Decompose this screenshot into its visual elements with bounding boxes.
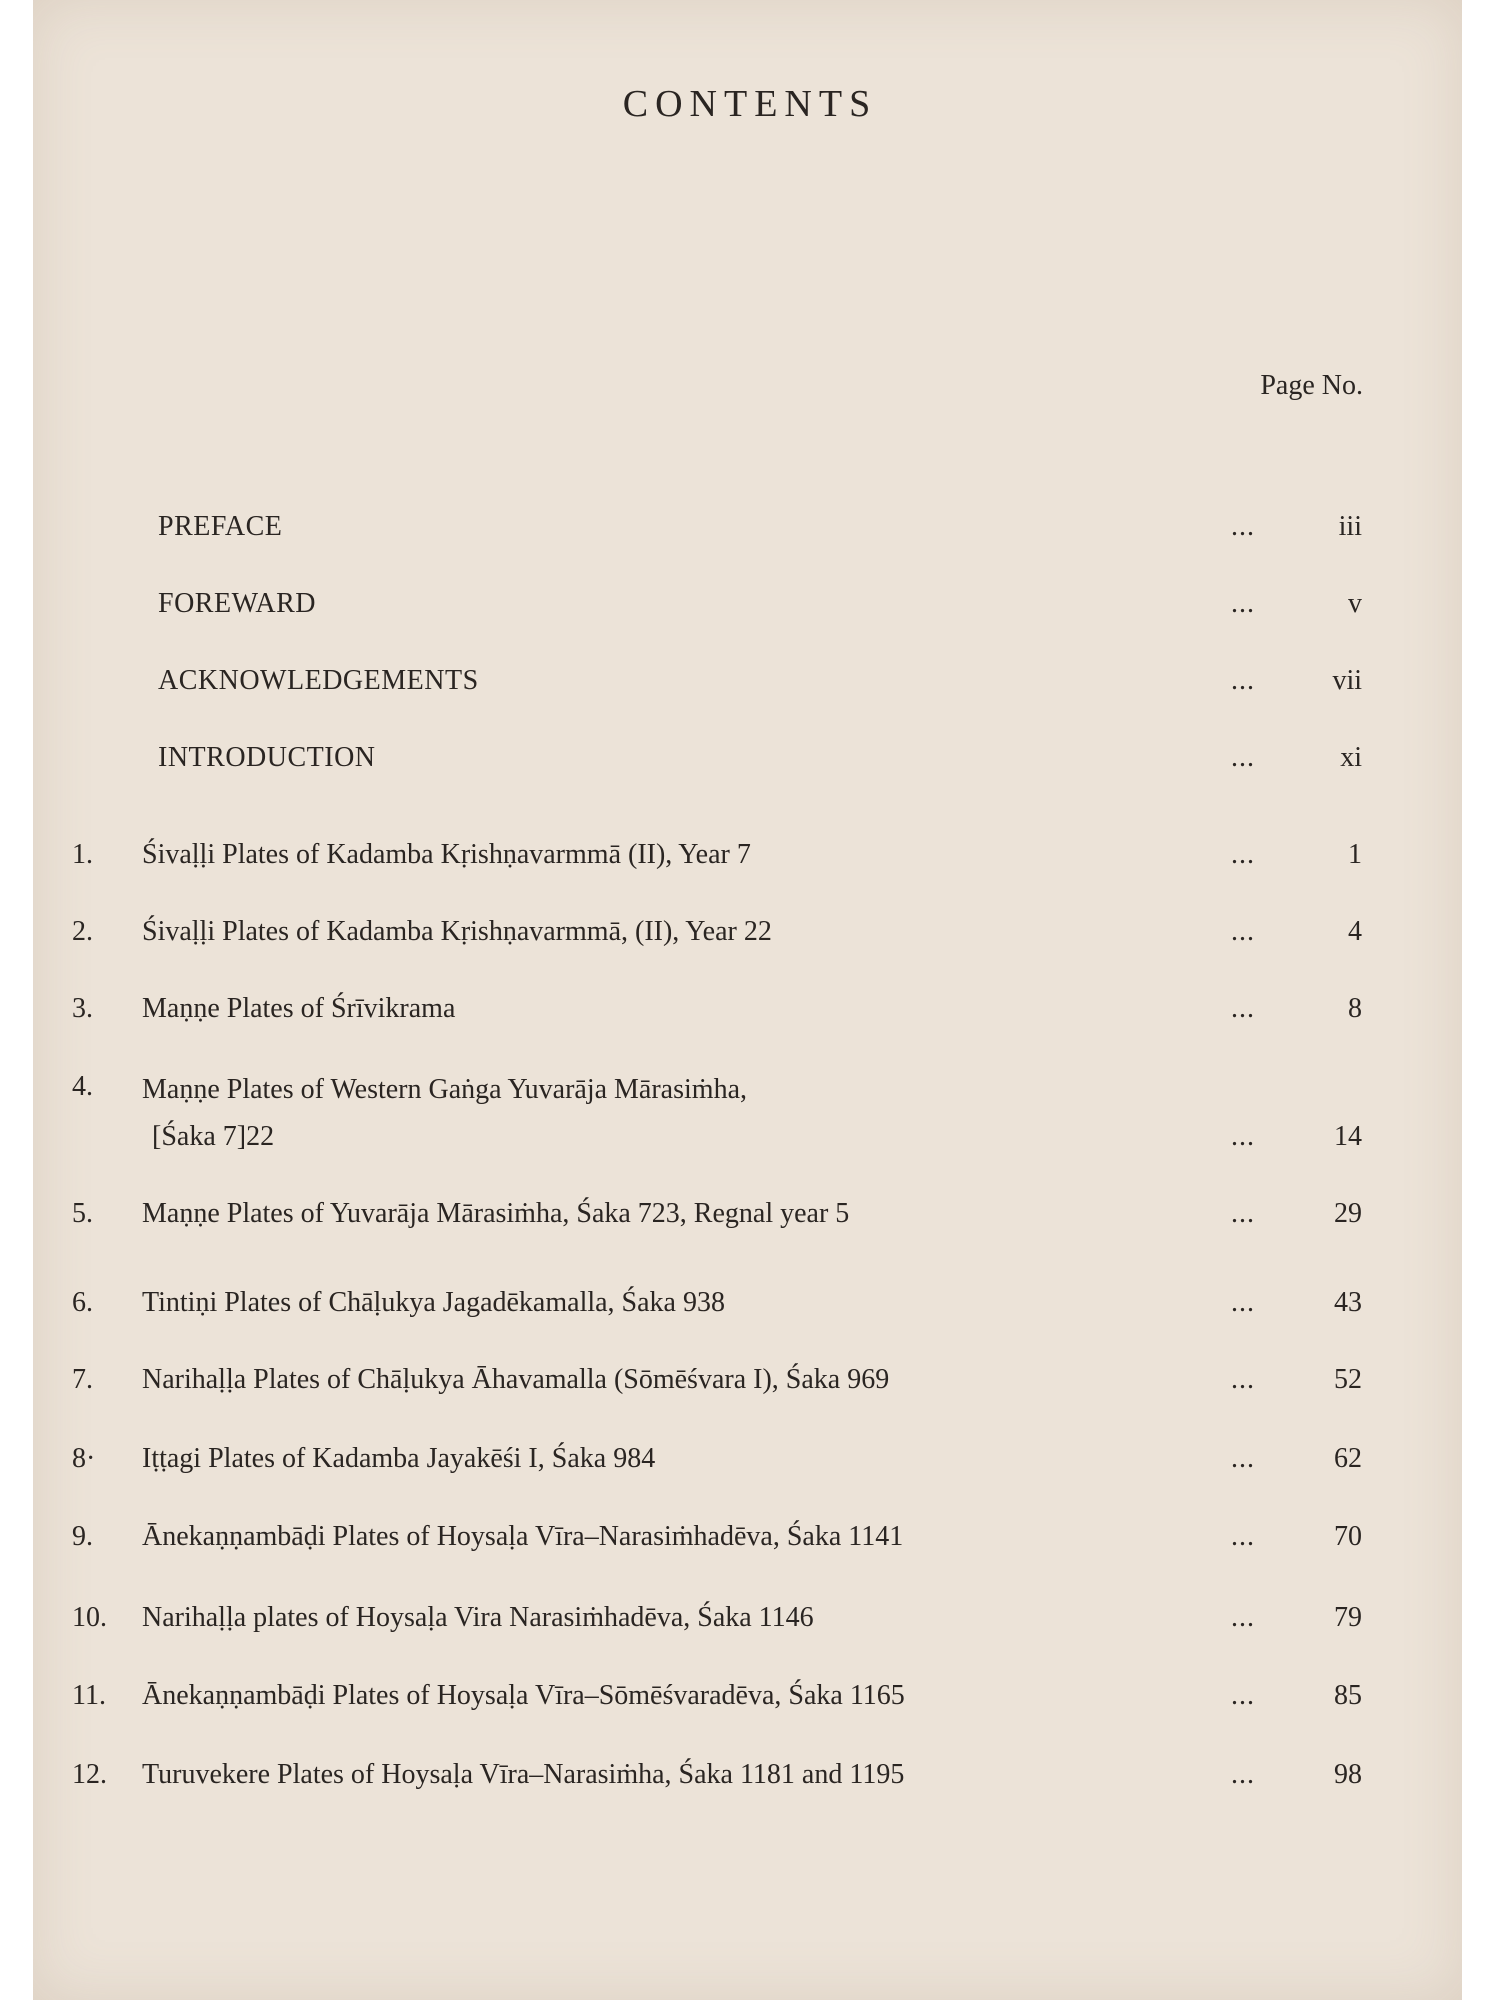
toc-entry-number: 6. [72, 1287, 93, 1318]
toc-entry-title: Maṇṇe Plates of Western Gaṅga Yuvarāja Mārasiṁha, [142, 1074, 747, 1105]
leader-dots: ... [1231, 1443, 1255, 1474]
toc-entry [0, 1596, 1500, 1640]
toc-entry-title: INTRODUCTION [158, 742, 376, 773]
toc-entry-page: xi [1340, 742, 1362, 773]
toc-entry-number: 10. [72, 1602, 107, 1633]
leader-dots: ... [1231, 1521, 1255, 1552]
toc-entry [0, 1065, 1500, 1152]
leader-dots: ... [1231, 993, 1255, 1024]
toc-front-introduction [0, 736, 1500, 780]
leader-dots: ... [1231, 588, 1255, 619]
leader-dots: ... [1231, 916, 1255, 947]
toc-entry-page: 29 [1334, 1198, 1362, 1229]
toc-entry-number: 7. [72, 1364, 93, 1395]
toc-entry-title-continued: [Śaka 7]22 [152, 1121, 275, 1152]
toc-entry-number: 12. [72, 1759, 107, 1790]
toc-entry-page: 8 [1348, 993, 1362, 1024]
leader-dots: ... [1231, 1680, 1255, 1711]
toc-entry-title: Narihaḷḷa Plates of Chāḷukya Āhavamalla (Sōmēśvara I), Śaka 969 [142, 1364, 890, 1395]
toc-entry-number: 4. [72, 1071, 93, 1102]
toc-entry-title: Śivaḷḷi Plates of Kadamba Kṛishṇavarmmā (II), Year 7 [142, 839, 751, 870]
page-title: CONTENTS [622, 83, 878, 125]
toc-entry-number: 11. [72, 1680, 106, 1711]
toc-entry [0, 833, 1500, 877]
toc-entry [0, 910, 1500, 954]
toc-entry-page: 52 [1334, 1364, 1362, 1395]
toc-entry-number: 5. [72, 1198, 93, 1229]
page-number-header: Page No. [1260, 370, 1363, 401]
toc-front-foreward [0, 582, 1500, 626]
toc-entry-title: Maṇṇe Plates of Śrīvikrama [142, 993, 456, 1024]
toc-entry-page: v [1348, 588, 1362, 619]
toc-entry-title: Ānekaṇṇambāḍi Plates of Hoysaḷa Vīra–Sōmēśvaradēva, Śaka 1165 [142, 1680, 905, 1711]
leader-dots: ... [1231, 1602, 1255, 1633]
toc-entry [0, 1281, 1500, 1325]
toc-entry-title: ACKNOWLEDGEMENTS [158, 665, 479, 696]
toc-entry [0, 1192, 1500, 1236]
toc-entry [0, 1358, 1500, 1402]
leader-dots: ... [1231, 1121, 1255, 1152]
toc-entry-title: Iṭṭagi Plates of Kadamba Jayakēśi I, Śaka 984 [142, 1443, 656, 1474]
toc-entry-title: FOREWARD [158, 588, 317, 619]
leader-dots: ... [1231, 1198, 1255, 1229]
toc-entry [0, 1437, 1500, 1481]
toc-entry-number: 9. [72, 1521, 93, 1552]
toc-entry-page: 62 [1334, 1443, 1362, 1474]
toc-entry-title: Śivaḷḷi Plates of Kadamba Kṛishṇavarmmā, (II), Year 22 [142, 916, 772, 947]
toc-entry-page: 98 [1334, 1759, 1362, 1790]
leader-dots: ... [1231, 1759, 1255, 1790]
leader-dots: ... [1231, 665, 1255, 696]
toc-entry [0, 1753, 1500, 1797]
toc-entry-page: 70 [1334, 1521, 1362, 1552]
toc-entry [0, 987, 1500, 1031]
toc-entry-page: 1 [1348, 839, 1362, 870]
toc-entry-number: 2. [72, 916, 93, 947]
leader-dots: ... [1231, 511, 1255, 542]
toc-front-preface [0, 505, 1500, 549]
toc-entry-page: 4 [1348, 916, 1362, 947]
toc-entry-page: 14 [1334, 1121, 1362, 1152]
toc-entry-page: 79 [1334, 1602, 1362, 1633]
toc-entry-number: 8· [72, 1443, 96, 1474]
toc-entry-page: iii [1338, 511, 1362, 542]
toc-entry [0, 1515, 1500, 1559]
leader-dots: ... [1231, 742, 1255, 773]
leader-dots: ... [1231, 1364, 1255, 1395]
toc-entry-number: 1. [72, 839, 93, 870]
toc-entry-page: 85 [1334, 1680, 1362, 1711]
toc-entry-title: Narihaḷḷa plates of Hoysaḷa Vira Narasiṁhadēva, Śaka 1146 [142, 1602, 814, 1633]
toc-entry-title: Tintiṇi Plates of Chāḷukya Jagadēkamalla, Śaka 938 [142, 1287, 725, 1318]
toc-entry-title: PREFACE [158, 511, 283, 542]
toc-entry-page: 43 [1334, 1287, 1362, 1318]
leader-dots: ... [1231, 839, 1255, 870]
toc-entry-page: vii [1332, 665, 1362, 696]
toc-entry-number: 3. [72, 993, 93, 1024]
leader-dots: ... [1231, 1287, 1255, 1318]
toc-entry-title: Maṇṇe Plates of Yuvarāja Mārasiṁha, Śaka 723, Regnal year 5 [142, 1198, 850, 1229]
toc-entry [0, 1674, 1500, 1718]
toc-entry-title: Turuvekere Plates of Hoysaḷa Vīra–Narasiṁha, Śaka 1181 and 1195 [142, 1759, 905, 1790]
toc-entry-title: Ānekaṇṇambāḍi Plates of Hoysaḷa Vīra–Narasiṁhadēva, Śaka 1141 [142, 1521, 904, 1552]
toc-front-acknowledgements [0, 659, 1500, 703]
